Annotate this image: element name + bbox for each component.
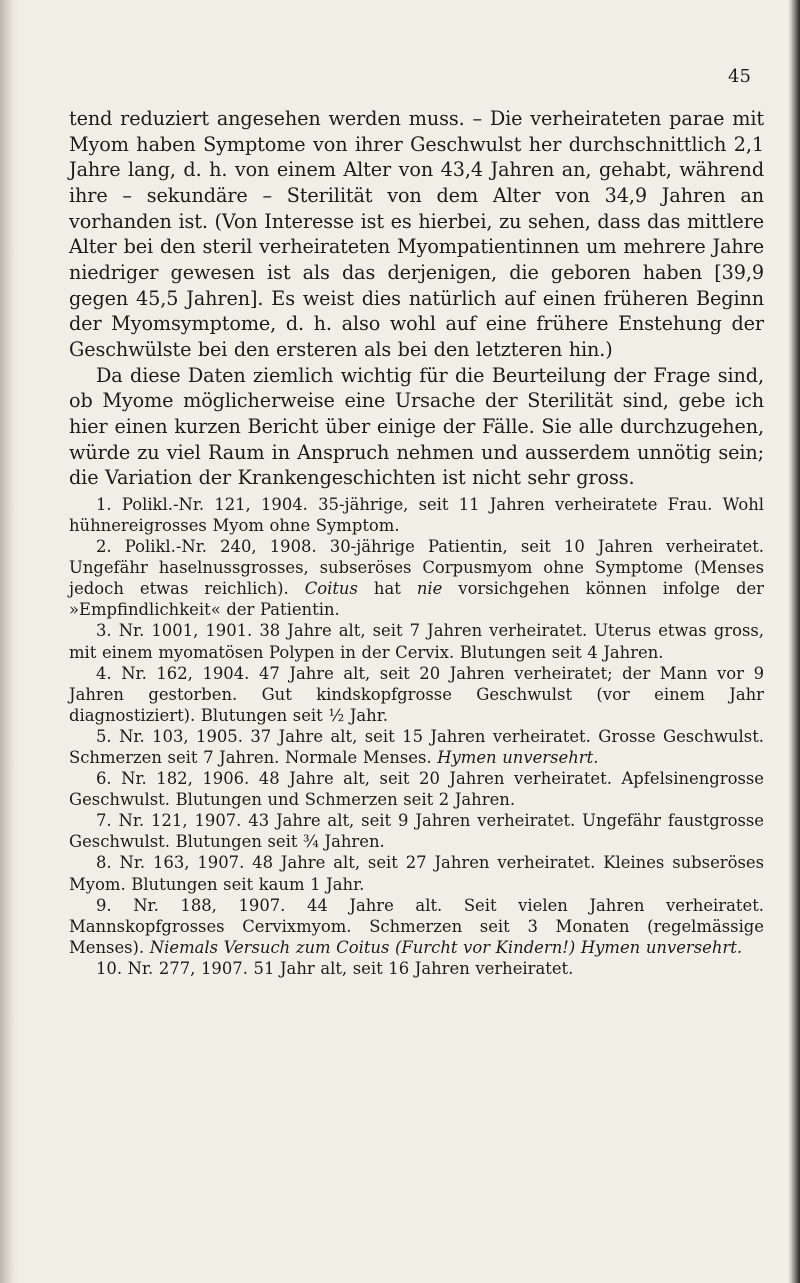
case-2-text-b: hat: [357, 579, 417, 599]
case-7: 7. Nr. 121, 1907. 43 Jahre alt, seit 9 Jahren verheiratet. Ungefähr faustgrosse Geschwulst. Blutungen seit ¾ Jahren.: [69, 811, 764, 852]
case-5-text: 5. Nr. 103, 1905. 37 Jahre alt, seit 15 Jahren verheiratet. Grosse Geschwulst. Schmerzen seit 7 Jahren. Normale Menses.: [69, 726, 764, 767]
case-2: [69, 536, 764, 620]
case-4: 4. Nr. 162, 1904. 47 Jahre alt, seit 20 Jahren verheiratet; der Mann vor 9 Jahren gestorben. Gut kindskopfgrosse Geschwulst (vor einem Jahr diagnostiziert). Blutungen seit ½ Jahr.: [69, 663, 764, 725]
case-5-italic: Hymen unversehrt.: [437, 747, 599, 767]
case-9-text: 9. Nr. 188, 1907. 44 Jahre alt. Seit vielen Jahren verheiratet. Mannskopfgrosses Cervixmyom. Schmerzen seit 3 Monaten (regelmässige Menses).: [69, 895, 764, 957]
case-2-text-c: vorsichgehen können infolge der »Empfindlichkeit« der Patientin.: [69, 579, 764, 620]
case-10: 10. Nr. 277, 1907. 51 Jahr alt, seit 16 Jahren verheiratet.: [96, 958, 574, 978]
case-2-italic-coitus: Coitus: [304, 579, 358, 599]
case-1: 1. Polikl.-Nr. 121, 1904. 35-jährige, seit 11 Jahren verheiratete Frau. Wohl hühnereigrosses Myom ohne Symptom.: [69, 494, 764, 535]
paragraph-1: tend reduziert angesehen werden muss. – Die verheirateten parae mit Myom haben Symptome von ihrer Geschwulst her durchschnittlich 2,1 Jahre lang, d. h. von einem Alter von 43,4 Jahren an, gehabt, während ihre – sekundäre – Sterilität von dem Alter von 34,9 Jahren an vorhanden ist. (Von Interesse ist es hierbei, zu sehen, dass das mittlere Alter bei den steril verheirateten Myompatientinnen um mehrere Jahre niedriger gewesen ist als das derjenigen, die geboren haben [39,9 gegen 45,5 Jahren]. Es weist dies natürlich auf einen früheren Beginn der Myomsymptome, d. h. also wohl auf eine frühere Enstehung der Geschwülste bei den ersteren als bei den letzteren hin.): [69, 107, 764, 361]
case-2-italic-nie: nie: [416, 579, 443, 599]
case-9-italic: Niemals Versuch zum Coitus (Furcht vor Kindern!) Hymen unversehrt.: [149, 937, 743, 957]
paragraph-2: Da diese Daten ziemlich wichtig für die Beurteilung der Frage sind, ob Myome möglicherweise eine Ursache der Sterilität sind, gebe ich hier einen kurzen Bericht über einige der Fälle. Sie alle durchzugehen, würde zu viel Raum in Anspruch nehmen und ausserdem unnötig sein; die Variation der Krankengeschichten ist nicht sehr gross.: [69, 363, 764, 490]
case-8: 8. Nr. 163, 1907. 48 Jahre alt, seit 27 Jahren verheiratet. Kleines subseröses Myom. Blutungen seit kaum 1 Jahr.: [69, 853, 764, 894]
case-5: [69, 726, 764, 768]
page-gutter-shadow: [0, 0, 20, 1283]
case-9: [69, 895, 764, 958]
case-6: 6. Nr. 182, 1906. 48 Jahre alt, seit 20 Jahren verheiratet. Apfelsinengrosse Geschwulst. Blutungen und Schmerzen seit 2 Jahren.: [69, 769, 764, 810]
case-2-text-a: 2. Polikl.-Nr. 240, 1908. 30-jährige Patientin, seit 10 Jahren verheiratet. Ungefähr haselnussgrosses, subseröses Corpusmyom ohne Symptome (Menses jedoch etwas reichlich).: [69, 537, 764, 599]
case-3: 3. Nr. 1001, 1901. 38 Jahre alt, seit 7 Jahren verheiratet. Uterus etwas gross, mit einem myomatösen Polypen in der Cervix. Blutungen seit 4 Jahren.: [69, 621, 764, 662]
body-text: [69, 106, 764, 979]
page-edge-shadow: [788, 0, 800, 1283]
page-number: 45: [728, 66, 751, 87]
